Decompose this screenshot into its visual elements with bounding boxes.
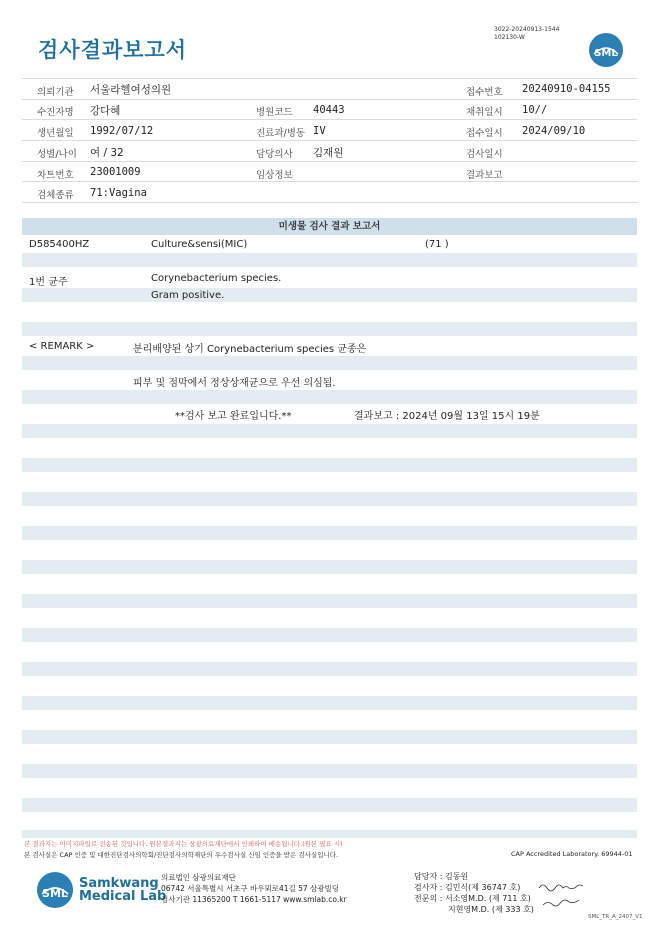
staff-specialist-1: 전문의 : 서소영M.D. (제 711 호) [414,894,531,903]
remark-line-2: 피부 및 점막에서 정상상재균으로 우선 의심됨. [133,378,336,389]
org-contact: 검사기관 11365200 T 1661-5117 www.smlab.co.kr [161,895,347,904]
value-department: IV [313,125,326,137]
value-receipt-no: 20240910-04155 [522,83,611,95]
brand-name-line-2: Medical Lab [79,889,167,904]
document-code [494,26,559,42]
staff-specialist-2: 지현영M.D. (제 333 호) [448,905,534,914]
value-chart-no: 23001009 [90,166,141,178]
remark-line-1: 분리배양된 상기 Corynebacterium species 균종은 [133,344,367,355]
value-patient-name: 강다혜 [90,105,121,117]
label-hospital-code: 병원코드 [256,107,293,118]
staff-tester: 검사자 : 김민식(제 36747 호) [414,883,521,892]
document-code-1: 3022-20240913-1544 [494,26,560,33]
signature-icon [537,878,592,912]
report-heading: 미생물 검사 결과 보고서 [22,218,637,235]
label-receipt-no: 접수번호 [466,87,503,98]
report-time: 결과보고 : 2024년 09월 13일 15시 19분 [354,411,540,422]
test-name: Culture&sensi(MIC) [151,239,248,250]
label-chart-no: 차트번호 [37,170,74,181]
report-complete: **검사 보고 완료입니다.** [175,411,292,422]
value-hospital-code: 40443 [313,104,345,116]
value-collection-date: 10// [522,104,548,116]
label-doctor: 담당의사 [256,149,293,160]
label-birth-date: 생년월일 [37,128,74,139]
value-birth-date: 1992/07/12 [90,125,154,137]
label-institution: 의뢰기관 [37,87,74,98]
label-receipt-date: 접수일시 [466,128,503,139]
original-notice: 본 결과지는 이미지파일로 전송된 것입니다. 원본결과지는 삼광의료재단에서 인쇄하여 배송됩니다.(원본 필요 시) [24,840,343,848]
brand-name-line-1: Samkwang [79,876,159,891]
form-code: SML_TR_A_2407_V1 [588,914,643,920]
value-institution: 서울라헬여성의원 [90,84,172,96]
sml-logo-icon [588,32,624,68]
samkwang-logo-icon [36,871,76,909]
strain-label: 1번 균주 [29,277,68,288]
page-title: 검사결과보고서 [38,38,188,62]
label-sex-age: 성별/나이 [37,149,77,160]
value-doctor: 김재원 [313,147,344,159]
test-number: (71 ) [425,239,449,250]
label-specimen: 검체종류 [37,190,74,201]
organism-name: Corynebacterium species. [151,273,282,284]
org-address: 06742 서울특별시 서초구 바우뫼로41길 57 삼광빌딩 [161,884,340,893]
remark-label: < REMARK > [29,341,95,352]
staff-in-charge: 담당자 : 김동원 [414,872,469,881]
svg-text:SML: SML [594,48,618,59]
label-clinical-info: 임상정보 [256,170,293,181]
test-code: D585400HZ [29,239,90,250]
label-result-report: 결과보고 [466,170,503,181]
svg-text:SML: SML [42,887,68,900]
cap-accreditation: CAP Accredited Laboratory. 69944-01 [511,850,633,858]
label-department: 진료과/병동 [256,128,306,139]
value-specimen: 71:Vagina [90,187,147,199]
label-collection-date: 채취일시 [466,107,503,118]
gram-stain: Gram positive. [151,290,225,301]
value-receipt-date: 2024/09/10 [522,125,586,137]
org-name: 의료법인 삼광의료재단 [161,873,236,882]
label-test-date: 검사일시 [466,149,503,160]
label-patient-name: 수진자명 [37,107,74,118]
brand-name [79,877,166,903]
accreditation-notice: 본 검사실은 CAP 인증 및 대한진단검사의학회/진단검사의학재단의 우수검사실 신임 인증을 받은 검사실입니다. [24,851,339,859]
value-sex-age: 여 / 32 [90,147,124,159]
document-code-2: 102130-W [494,34,525,41]
